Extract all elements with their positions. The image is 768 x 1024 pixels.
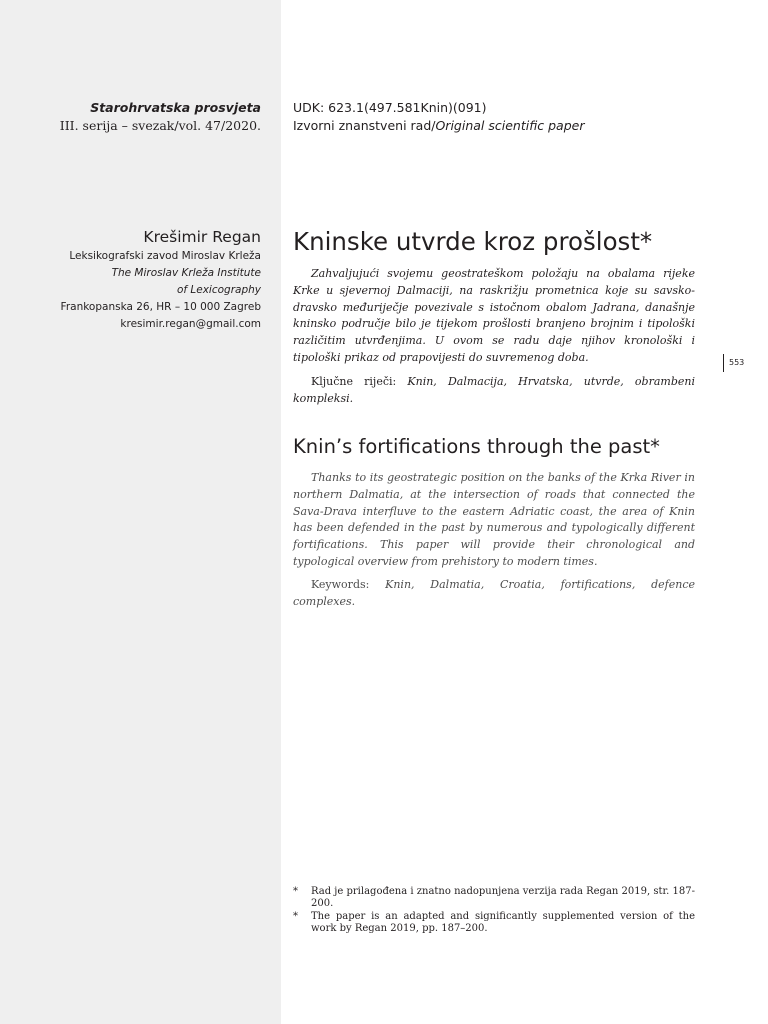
article-title-en: Knin’s fortifications through the past* xyxy=(293,435,660,458)
author-block xyxy=(1,227,261,333)
paper-type xyxy=(293,117,584,135)
paper-type-en: Original scientific paper xyxy=(435,118,585,133)
abstract-hr: Zahvaljujući svojemu geostrateškom položaju na obalama rijeke Krke u sjevernoj Dalmaciji, na raskrižju prometnica koje su savsko-dravsko međuriječje povezivale s istočnom obalom Jadrana, današnje kninsko područje bilo je tijekom prošlosti branjeno brojnim i tipološki različitim utvrđenjima. U ovom se radu daje njihov kronološki i tipološki prikaz od prapovijesti do suvremenog doba. xyxy=(293,267,695,364)
journal-series: III. serija – svezak/vol. 47/2020. xyxy=(59,118,261,133)
author-address: Frankopanska 26, HR – 10 000 Zagreb xyxy=(60,301,261,313)
institution-en-line-2: of Lexicography xyxy=(176,284,261,296)
institution-en-line-1: The Miroslav Krleža Institute xyxy=(111,267,261,279)
paper-type-hr: Izvorni znanstveni rad/ xyxy=(293,118,436,133)
author-name: Krešimir Regan xyxy=(143,228,261,246)
keywords-en xyxy=(293,577,695,611)
footnote-en xyxy=(293,911,695,934)
footnote-text: The paper is an adapted and significantly supplemented version of the work by Regan 2019, pp. 187–200. xyxy=(311,911,695,934)
journal-name: Starohrvatska prosvjeta xyxy=(90,100,261,115)
keywords-hr xyxy=(293,374,695,408)
institution-hr: Leksikografski zavod Miroslav Krleža xyxy=(69,250,261,262)
abstract-en: Thanks to its geostrategic position on the banks of the Krka River in northern Dalmatia, at the intersection of roads that connected the Sava-Drava interfluve to the eastern Adriatic coast, the area of Knin has been defended in the past by numerous and typologically different fortifications. This paper will provide their chronological and typological overview from prehistory to modern times. xyxy=(293,471,695,568)
classification-header xyxy=(293,99,584,135)
footnote-mark: * xyxy=(293,911,298,922)
footnote-text: Rad je prilagođena i znatno nadopunjena verzija rada Regan 2019, str. 187-200. xyxy=(311,886,696,909)
journal-info xyxy=(11,99,261,135)
keywords-values-hr: Knin, Dalmacija, Hrvatska, utvrde, obrambeni kompleksi. xyxy=(293,375,695,405)
footnote-mark: * xyxy=(293,886,298,897)
author-email[interactable]: kresimir.regan@gmail.com xyxy=(120,318,261,330)
footnote-hr xyxy=(293,886,695,909)
udk-code: UDK: 623.1(497.581Knin)(091) xyxy=(293,100,487,115)
article-title-hr: Kninske utvrde kroz prošlost* xyxy=(293,227,653,256)
page-number: 553 xyxy=(723,354,744,372)
keywords-label-hr: Ključne riječi: xyxy=(311,375,408,388)
keywords-label-en: Keywords: xyxy=(311,578,386,591)
keywords-values-en: Knin, Dalmatia, Croatia, fortifications, defence complexes. xyxy=(293,578,695,608)
footnotes xyxy=(293,886,695,936)
left-margin-column xyxy=(0,0,281,1024)
